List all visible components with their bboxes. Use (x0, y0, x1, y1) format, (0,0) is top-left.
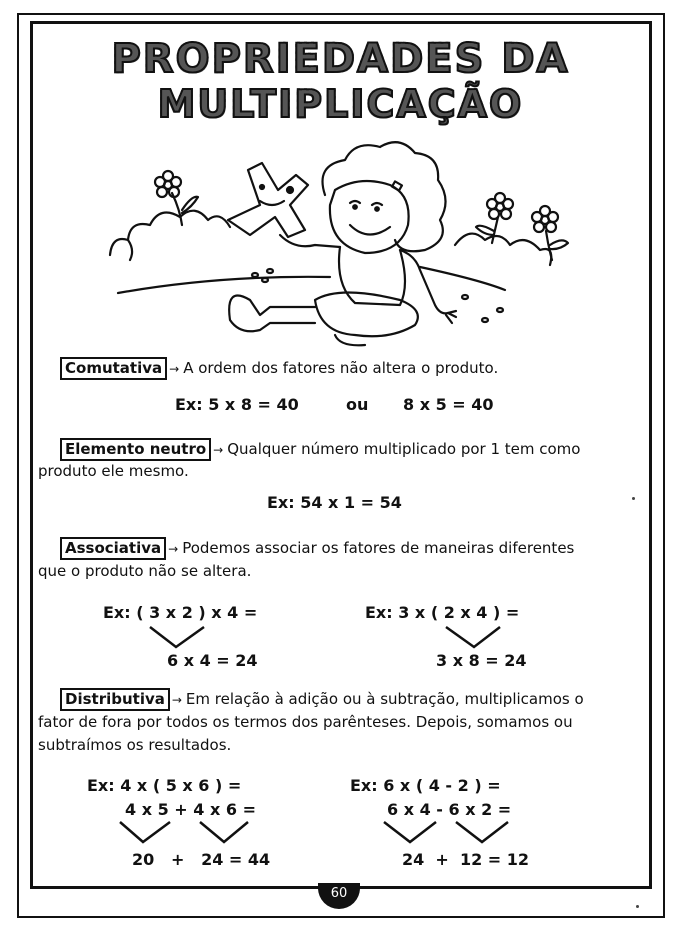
flower-icon (532, 206, 568, 260)
label-elemento-neutro: Elemento neutro (60, 438, 211, 461)
arrow-right-icon: → (213, 443, 224, 457)
definition-text-cont: produto ele mesmo. (38, 462, 189, 480)
example-associativa-left-1: Ex: ( 3 x 2 ) x 4 = (103, 603, 258, 622)
definition-text: Qualquer número multiplicado por 1 tem como (227, 440, 581, 458)
example-elemento-neutro: Ex: 54 x 1 = 54 (267, 493, 402, 512)
example-comutativa-1: Ex: 5 x 8 = 40 (175, 395, 299, 414)
bracket-v-icon (148, 625, 208, 650)
page-number-badge: 60 (318, 883, 360, 909)
example-distributiva-left-2: 4 x 5 + 4 x 6 = (125, 800, 256, 819)
example-associativa-right-2: 3 x 8 = 24 (436, 651, 527, 670)
example-comutativa-2: 8 x 5 = 40 (403, 395, 494, 414)
arrow-right-icon: → (169, 362, 180, 376)
definition-text: Em relação à adição ou à subtração, multiplicamos o (185, 690, 584, 708)
example-distributiva-right-2: 6 x 4 - 6 x 2 = (387, 800, 512, 819)
definition-text-cont: que o produto não se altera. (38, 562, 252, 580)
example-distributiva-left-1: Ex: 4 x ( 5 x 6 ) = (87, 776, 242, 795)
example-associativa-right-1: Ex: 3 x ( 2 x 4 ) = (365, 603, 520, 622)
example-distributiva-right-3: 24 + 12 = 12 (402, 850, 530, 869)
example-comutativa-or: ou (346, 395, 369, 414)
flower-icon (476, 193, 513, 243)
arrow-right-icon: → (168, 542, 179, 556)
label-comutativa: Comutativa (60, 357, 167, 380)
bracket-v-icon (382, 820, 542, 846)
section-elemento-neutro (60, 438, 580, 461)
multiplication-sign-character-icon (228, 163, 308, 237)
definition-text: Podemos associar os fatores de maneiras diferentes (182, 539, 575, 557)
label-distributiva: Distributiva (60, 688, 170, 711)
bracket-v-icon (118, 820, 278, 846)
section-comutativa (60, 357, 498, 380)
example-distributiva-right-1: Ex: 6 x ( 4 - 2 ) = (350, 776, 501, 795)
section-distributiva (60, 688, 584, 711)
definition-text-cont: fator de fora por todos os termos dos parênteses. Depois, somamos ou (38, 713, 573, 731)
label-associativa: Associativa (60, 537, 166, 560)
bracket-v-icon (444, 625, 504, 650)
arrow-right-icon: → (171, 693, 182, 707)
page-title-line2: MULTIPLICAÇÃO (157, 82, 524, 126)
definition-text: A ordem dos fatores não altera o produto. (183, 359, 499, 377)
example-associativa-left-2: 6 x 4 = 24 (167, 651, 258, 670)
section-associativa (60, 537, 574, 560)
speck (632, 497, 635, 500)
definition-text-cont: subtraímos os resultados. (38, 736, 232, 754)
example-distributiva-left-3: 20 + 24 = 44 (132, 850, 271, 869)
page-title-line1: PROPRIEDADES DA (111, 36, 570, 82)
speck (636, 905, 639, 908)
girl-with-multiplication-sign-illustration (100, 135, 580, 350)
flower-icon (155, 171, 198, 225)
